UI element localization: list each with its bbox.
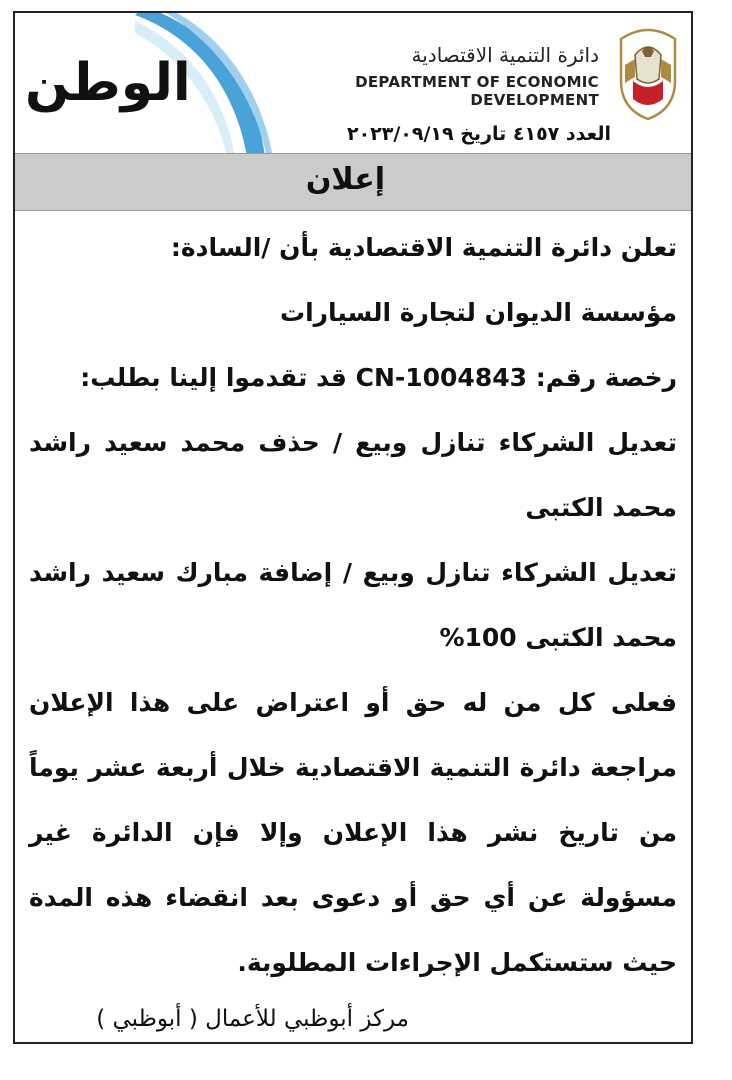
issue-number-date: العدد ٤١٥٧ تاريخ ٢٠٢٣/٠٩/١٩ — [346, 123, 611, 145]
notice-frame — [13, 11, 693, 1044]
notice-line: تعديل الشركاء تنازل وبيع / حذف محمد سعيد راشد محمد الكتبى — [29, 428, 677, 522]
notice-line: تعديل الشركاء تنازل وبيع / إضافة مبارك سعيد راشد محمد الكتبى 100% — [29, 558, 677, 652]
department-name-arabic: دائرة التنمية الاقتصادية — [411, 43, 599, 67]
abu-dhabi-emblem-icon — [613, 21, 683, 121]
notice-title: إعلان — [305, 162, 385, 197]
newspaper-logo: الوطن — [25, 53, 191, 113]
department-name-english: DEPARTMENT OF ECONOMIC DEVELOPMENT — [355, 73, 599, 109]
notice-line: فعلى كل من له حق أو اعتراض على هذا الإعلان مراجعة دائرة التنمية الاقتصادية خلال أربعة عشر يوماً من تاريخ نشر هذا الإعلان وإلا فإن الدائرة غير مسؤولة عن أي حق أو دعوى بعد انقضاء هذه المدة حيث ستستكمل الإجراءات المطلوبة. — [29, 688, 677, 977]
notice-line: تعلن دائرة التنمية الاقتصادية بأن /السادة: — [170, 233, 677, 262]
notice-line: رخصة رقم: CN-1004843 قد تقدموا إلينا بطلب: — [80, 363, 677, 392]
notice-title-bar — [15, 153, 691, 211]
notice-signature: مركز أبوظبي للأعمال ( أبوظبي ) — [96, 1006, 409, 1032]
notice-line: مؤسسة الديوان لتجارة السيارات — [279, 298, 677, 327]
notice-body — [29, 215, 677, 995]
